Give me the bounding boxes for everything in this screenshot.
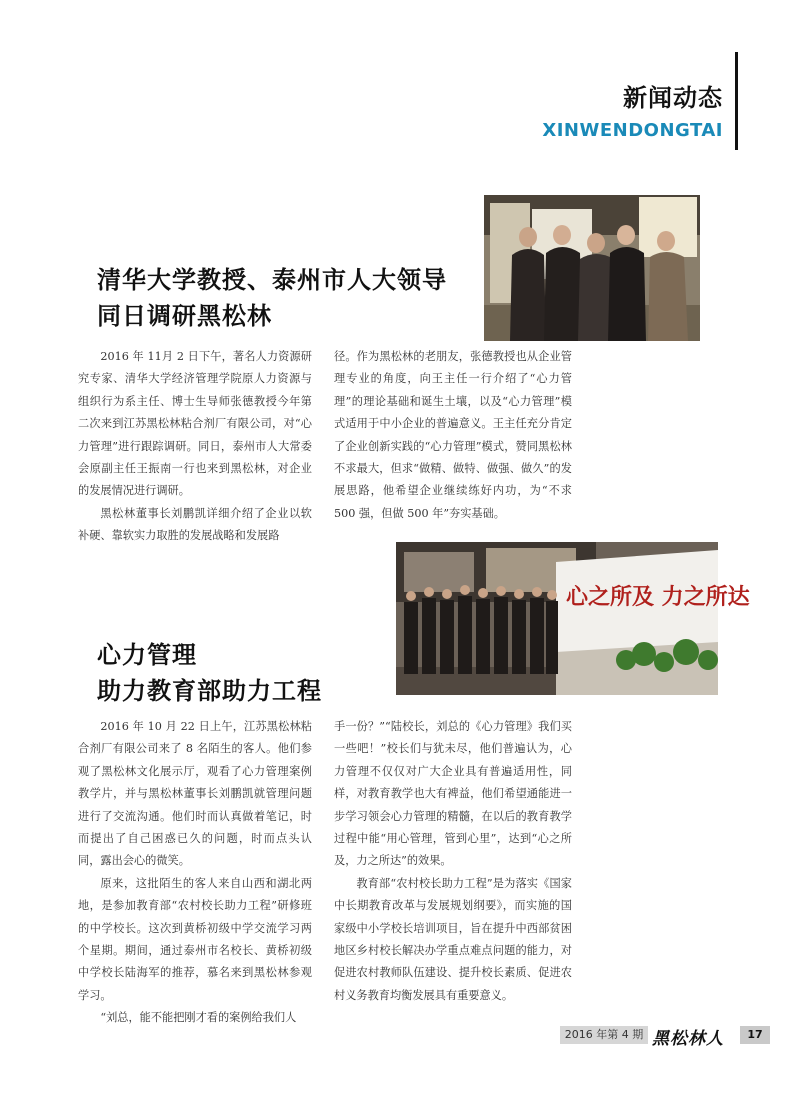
article2-column-left — [78, 716, 312, 1030]
article1-paragraph: 径。作为黑松林的老朋友，张德教授也从企业管理专业的角度，向王主任一行介绍了“心力管理”的理论基础和诞生土壤，以及“心力管理”模式适用于中小企业的普遍意义。王主任充分肯定了企业创新实践的“心力管理”模式，赞同黑松林不求最大，但求“做精、做特、做强、做久”的发展思路，他希望企业继续练好内功，为“不求 500 强，但做 500 年”夯实基础。 — [334, 350, 572, 520]
article1-column-left — [78, 346, 312, 548]
article2-title — [97, 637, 322, 709]
section-title-pinyin: XINWENDONGTAI — [542, 120, 723, 141]
magazine-logo: 黑松林人 — [652, 1029, 724, 1049]
article1-paragraph: 2016 年 11月 2 日下午，著名人力资源研究专家、清华大学经济管理学院原人力资源与组织行为系主任、博士生导师张德教授今年第二次来到江苏黑松林粘合剂厂有限公司，对“心力管理”进行跟踪调研。同日，泰州市人大常委会原副主任王振南一行也来到黑松林，对企业的发展情况进行调研。 — [78, 350, 312, 498]
article2-photo — [396, 542, 750, 695]
article2-title-line1: 心力管理 — [97, 640, 197, 669]
article1-column-right — [334, 346, 572, 525]
page-number: 17 — [740, 1026, 770, 1044]
article1-title-line2: 同日调研黑松林 — [97, 301, 272, 330]
article2-paragraph: 2016 年 10 月 22 日上午，江苏黑松林粘合剂厂有限公司来了 8 名陌生的客人。他们参观了黑松林文化展示厅，观看了心力管理案例教学片，并与黑松林董事长刘鹏凯就管理问题进行了交流沟通。他们时而认真做着笔记，时而提出了自己困惑已久的问题，时而点头认同，露出会心的微笑。 — [78, 720, 312, 868]
svg-text:心之所及 力之所达: 心之所及 力之所达 — [566, 584, 750, 610]
page-footer — [560, 1024, 770, 1049]
article1-title — [97, 262, 447, 334]
header-divider — [735, 52, 738, 150]
article1-title-line1: 清华大学教授、泰州市人大领导 — [97, 265, 447, 294]
section-title: 新闻动态 — [623, 84, 723, 112]
article2-title-line2: 助力教育部助力工程 — [97, 676, 322, 705]
article2-paragraph: “刘总，能不能把刚才看的案例给我们人 — [100, 1011, 297, 1025]
article1-photo — [484, 195, 700, 341]
article2-paragraph: 教育部“农村校长助力工程”是为落实《国家中长期教育改革与发展规划纲要》，而实施的国家级中小学校长培训项目，旨在提升中西部贫困地区乡村校长解决办学重点难点问题的能力，对促进农村教师队伍建设、提升校长素质、促进农村义务教育均衡发展具有重要意义。 — [334, 876, 572, 1002]
article2-paragraph: 原来，这批陌生的客人来自山西和湖北两地，是参加教育部“农村校长助力工程”研修班的中学校长。这次到黄桥初级中学交流学习两个星期。期间，通过泰州市名校长、黄桥初级中学校长陆海军的推荐，慕名来到黑松林参观学习。 — [78, 876, 312, 1002]
article1-paragraph: 黑松林董事长刘鹏凯详细介绍了企业以软补硬、靠软实力取胜的发展战略和发展路 — [78, 506, 312, 543]
article2-column-right — [334, 716, 572, 1007]
article2-paragraph: 手一份？”“陆校长，刘总的《心力管理》我们买一些吧！”校长们与犹未尽，他们普遍认为，心力管理不仅仅对广大企业具有普遍适用性，同样，对教育教学也大有裨益，他们希望通能进一步学习领会心力管理的精髓，在以后的教育教学过程中能“用心管理，管到心里”，达到“心之所及，力之所达”的效果。 — [334, 720, 572, 868]
issue-label: 2016 年第 4 期 — [560, 1026, 648, 1044]
